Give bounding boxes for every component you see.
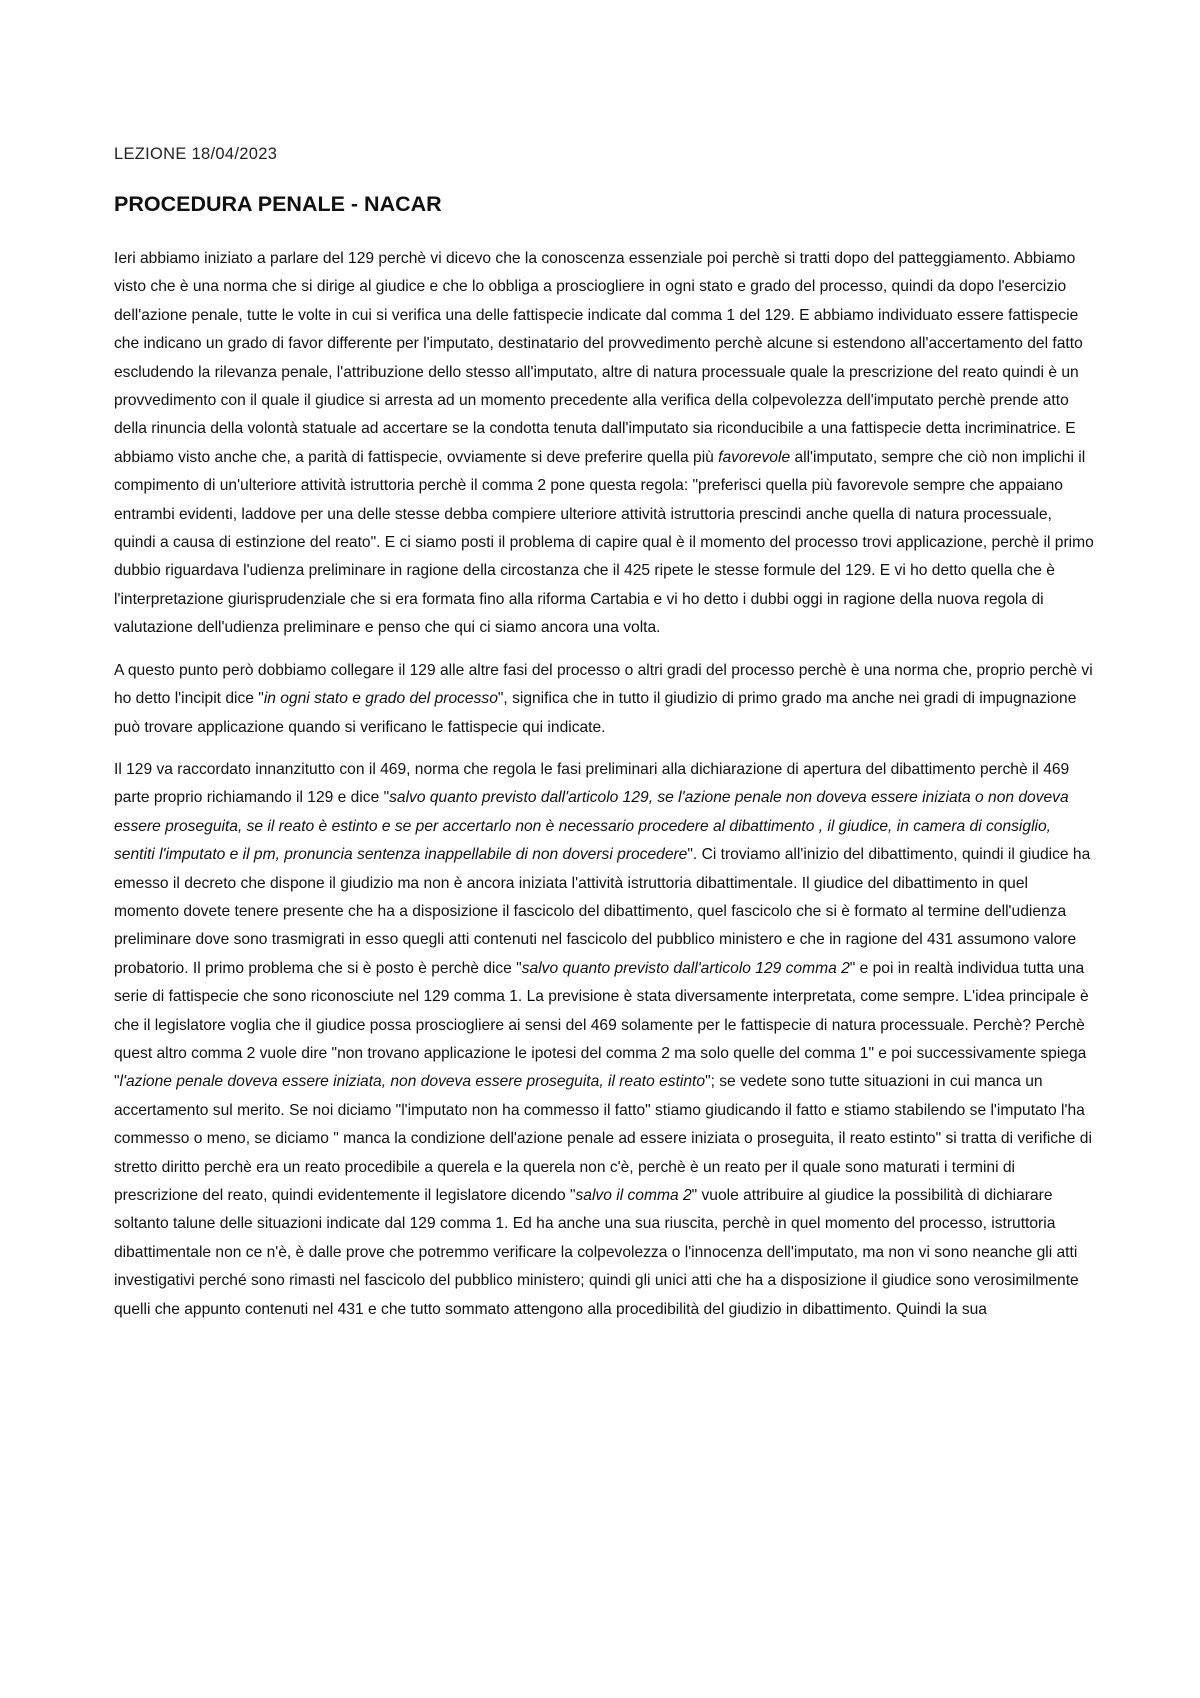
document-title: PROCEDURA PENALE - NACAR [114, 192, 442, 216]
text-run: "; se vedete sono tutte situazioni in cui manca un accertamento sul merito. Se noi diciamo "l'imputato non ha commesso il fatto" stiamo giudicando il fatto e stiamo stabilendo se l'imputato l'ha commesso o meno, se diciamo " manca la condizione dell'azione penale ad essere iniziata o proseguita, il reato estinto" si tratta di verifiche di stretto diritto perchè era un reato procedibile a querela e la querela non c'è, perchè è un reato per il quale sono maturati i termini di prescrizione del reato, quindi evidentemente il legislatore dicendo " [114, 1073, 1092, 1204]
paragraph [114, 245, 1096, 643]
italic-quote: salvo il comma 2 [575, 1187, 692, 1204]
paragraph [114, 756, 1096, 1324]
text-run: " vuole attribuire al giudice la possibilità di dichiarare soltanto talune delle situazioni indicate dal 129 comma 1. Ed ha anche una sua riuscita, perchè in quel momento del processo, istruttoria dibattimentale non ce n'è, è dalle prove che potremmo verificare la colpevolezza o l'innocenza dell'imputato, ma non vi sono neanche gli atti investigativi perché sono rimasti nel fascicolo del pubblico ministero; quindi gli unici atti che ha a disposizione il giudice sono verosimilmente quelli che appunto contenuti nel 431 e che tutto sommato attengono alla procedibilità del giudizio in dibattimento. Quindi la sua [114, 1187, 1079, 1318]
text-run: A questo punto però dobbiamo collegare il 129 alle altre fasi del processo o altri gradi del processo perchè è una norma che, proprio perchè vi ho detto l'incipit dice " [114, 661, 1093, 708]
text-run: ", significa che in tutto il giudizio di primo grado ma anche nei gradi di impugnazione può trovare applicazione quando si verificano le fattispecie qui indicate. [114, 690, 1077, 736]
italic-quote: salvo quanto previsto dall'articolo 129 comma 2 [521, 959, 850, 977]
text-run: " e poi in realtà individua tutta una serie di fattispecie che sono riconosciute nel 129 comma 1. La previsione è stata diversamente interpretata, come sempre. L'idea principale è che il legislatore voglia che il giudice possa prosciogliere ai sensi del 469 solamente per le fattispecie di natura processuale. Perchè? Perchè quest altro comma 2 vuole dire "non trovano applicazione le ipotesi del comma 2 ma solo quelle del comma 1" e poi successivamente spiega " [114, 959, 1089, 1091]
text-run: ". Ci troviamo all'inizio del dibattimento, quindi il giudice ha emesso il decreto che dispone il giudizio ma non è ancora iniziata l'attività istruttoria dibattimentale. Il giudice del dibattimento in quel momento dovete tenere presente che ha a disposizione il fascicolo del dibattimento, quel fascicolo che si è formato al termine dell'udienza preliminare dove sono trasmigrati in esso quegli atti contenuti nel fascicolo del pubblico ministero e che in ragione del 431 assumono valore probatorio. Il primo problema che si è posto è perchè dice " [114, 846, 1091, 977]
italic-quote: l'azione penale doveva essere iniziata, non doveva essere proseguita, il reato estinto [119, 1073, 706, 1091]
italic-quote: salvo quanto previsto dall'articolo 129, se l'azione penale non doveva essere iniziata o non doveva essere proseguita, se il reato è estinto e se per accertarlo non è necessario procedere al dibattimento , il giudice, in camera di consiglio, sentiti l'imputato e il pm, pronuncia sentenza inappellabile di non doversi procedere [114, 789, 1069, 864]
text-run: all'imputato, sempre che ciò non implichi il compimento di un'ulteriore attività istruttoria perchè il comma 2 pone questa regola: "preferisci quella più favorevole sempre che appaiano entrambi evidenti, laddove per una delle stesse debba compiere ulteriore attività istruttoria prescindi anche quella di natura processuale, quindi a causa di estinzione del reato". E ci siamo posti il problema di capire qual è il momento del processo trovi applicazione, perchè il primo dubbio riguardava l'udienza preliminare in ragione della circostanza che il 425 ripete le stesse formule del 129. E vi ho detto quella che è l'interpretazione giurisprudenziale che si era formata fino alla riforma Cartabia e vi ho detto i dubbi oggi in ragione della nuova regola di valutazione dell'udienza preliminare e penso che qui ci siamo ancora una volta. [114, 448, 1094, 637]
document-body [114, 245, 1096, 1324]
text-run: Il 129 va raccordato innanzitutto con il 469, norma che regola le fasi preliminari alla dichiarazione di apertura del dibattimento perchè il 469 parte proprio richiamando il 129 e dice " [114, 760, 1070, 807]
paragraph [114, 657, 1096, 742]
lecture-date: LEZIONE 18/04/2023 [114, 145, 278, 163]
italic-quote: in ogni stato e grado del processo [263, 690, 498, 708]
document-page [114, 145, 1096, 1338]
italic-quote: favorevole [718, 448, 791, 466]
text-run: Ieri abbiamo iniziato a parlare del 129 perchè vi dicevo che la conoscenza essenziale poi perchè si tratti dopo del patteggiamento. Abbiamo visto che è una norma che si dirige al giudice e che lo obbliga a prosciogliere in ogni stato e grado del processo, quindi da dopo l'esercizio dell'azione penale, tutte le volte in cui si verifica una delle fattispecie indicate dal comma 1 del 129. E abbiamo individuato essere fattispecie che indicano un grado di favor differente per l'imputato, destinatario del provvedimento perchè alcune si estendono all'accertamento del fatto escludendo la rilevanza penale, l'attribuzione dello stesso all'imputato, altre di natura processuale quale la prescrizione del reato quindi è un provvedimento con il quale il giudice si arresta ad un momento precedente alla verifica della colpevolezza dell'imputato perchè prende atto della rinuncia della volontà statuale ad accertare se la condotta tenuta dall'imputato sia riconducibile a una fattispecie detta incriminatrice. E abbiamo visto anche che, a parità di fattispecie, ovviamente si deve preferire quella più [114, 250, 1083, 466]
